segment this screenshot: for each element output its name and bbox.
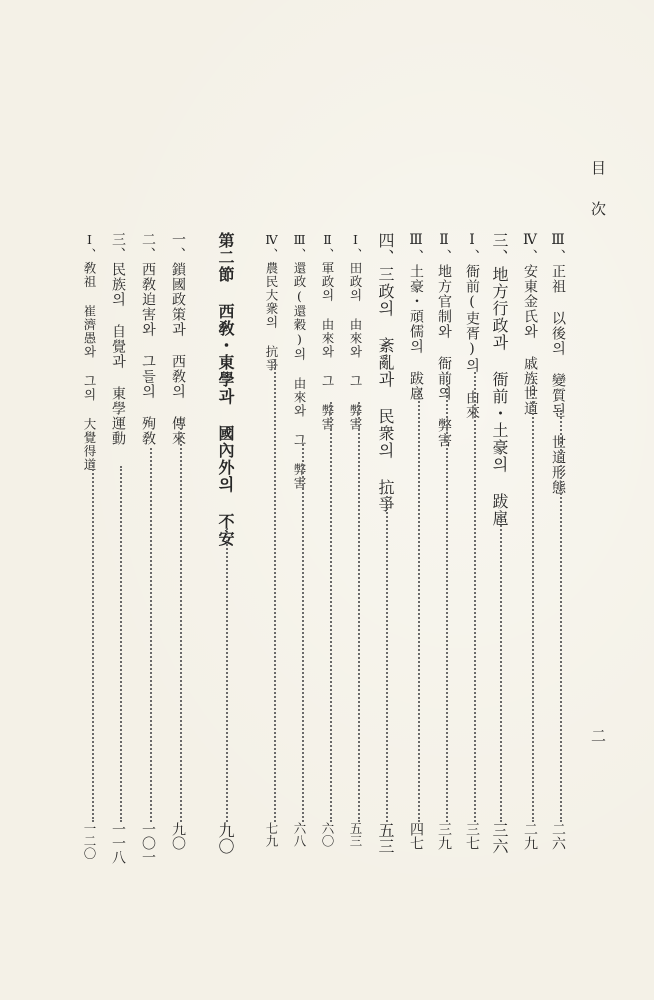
dot-leader: [92, 462, 94, 822]
running-header: 目次: [589, 160, 607, 242]
toc-entry: Ⅳ、安東金氏와 戚族世道 二九: [522, 232, 538, 850]
toc-entry: 四、三政의 紊亂과 民衆의 抗爭 五三: [376, 232, 395, 854]
section-heading: 第二節 西敎・東學과 國內外의 不安 九〇: [216, 232, 235, 854]
toc-entry: Ⅲ、還政(還穀)의 由來와 그 弊害 六八: [292, 232, 307, 847]
dot-leader: [330, 402, 332, 822]
toc-entry: 三、地方行政과 衙前・土豪의 跋扈 三六: [490, 232, 509, 854]
toc-entry: Ⅲ、土豪・頑儒의 跋扈 四七: [408, 232, 424, 850]
dot-leader: [150, 448, 152, 822]
dot-leader: [274, 360, 276, 822]
toc-entry: Ⅳ、農民大衆의 抗爭 七九: [264, 232, 279, 847]
dot-leader: [418, 390, 420, 822]
page-number: 二: [589, 728, 607, 743]
toc-entry: 二、西敎迫害와 그들의 殉敎 一〇一: [140, 232, 156, 864]
toc-entry: Ⅲ、正祖 以後의 變質된 世道形態 二六: [550, 232, 566, 850]
dot-leader: [474, 372, 476, 822]
toc-entry: Ⅰ、衙前(吏胥)의 由來 三七: [464, 232, 480, 850]
toc-entry: Ⅱ、地方官制와 衙前의 弊害 三九: [436, 232, 452, 850]
toc-entry: Ⅱ、軍政의 由來와 그 弊害 六〇: [320, 232, 335, 847]
dot-leader: [560, 410, 562, 822]
dot-leader: [302, 444, 304, 822]
dot-leader: [532, 382, 534, 822]
dot-leader: [358, 402, 360, 822]
dot-leader: [226, 528, 228, 822]
toc-entry: 三、民族의 自覺과 東學運動 一一八: [110, 232, 126, 864]
dot-leader: [500, 514, 502, 822]
toc-entry: 一、鎖國政策과 西敎의 傳來 九〇: [170, 232, 186, 850]
dot-leader: [386, 492, 388, 822]
toc-entry: Ⅰ、田政의 由來와 그 弊害 五三: [348, 232, 363, 847]
dot-leader: [180, 428, 182, 822]
dot-leader: [446, 372, 448, 822]
dot-leader: [120, 466, 122, 822]
toc-entry: Ⅰ、敎祖 崔濟愚와 그의 大覺得道 一二〇: [82, 232, 97, 860]
